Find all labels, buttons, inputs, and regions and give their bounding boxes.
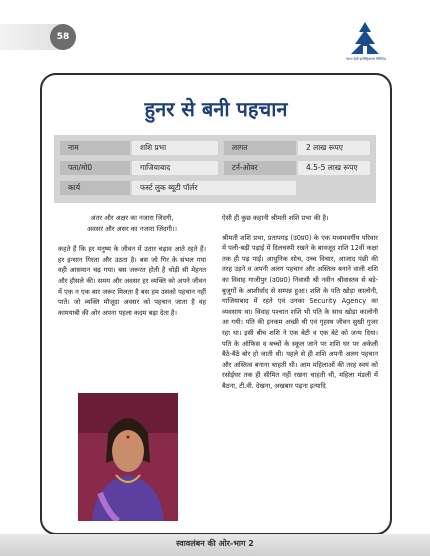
- cost-label: लागत: [224, 141, 296, 155]
- turnover-label: टर्न-ओवर: [224, 161, 296, 175]
- logo-caption: भारत हैवी इलेक्ट्रिकल्स लिमिटेड: [345, 57, 387, 61]
- left-column: [58, 213, 206, 318]
- place-value: गाजियाबाद: [132, 161, 218, 175]
- info-table: [54, 135, 376, 203]
- turnover-value: 4.5-5 लाख रूपए: [298, 161, 370, 175]
- story-frame: [40, 73, 392, 535]
- right-intro: ऐसी ही कुछ कहानी श्रीमती शशि प्रभा की है।: [222, 214, 329, 222]
- place-label: पता/मो0: [60, 161, 130, 175]
- poem: [58, 213, 206, 234]
- footer-text: स्वावलंबन की ओर-भाग 2: [176, 539, 254, 548]
- cost-value: 2 लाख रूपए: [298, 141, 370, 155]
- page-number: 58: [50, 24, 76, 50]
- right-column: [222, 213, 378, 401]
- work-value: फर्स्ट लुक ब्यूटी पॉर्लर: [132, 181, 296, 195]
- poem-line-2: अवसर और असर का नजारा जिंदगी।।: [87, 224, 177, 233]
- name-value: शशि प्रभा: [132, 141, 218, 155]
- right-paragraph: श्रीमती शशि प्रभा, प्रतापगढ़ (उ0प्र0) के एक मध्यमवर्गीय परिवार में पली-बढ़ी पढ़ाई में दिलचस्पी रखने के बावजूद शशि 12वीं कक्षा तक ही पढ़ पाईं। आधुनिक सोच, उच्च विचार, आजाद पंछी की तरह उड़ने व अपनी अलग पहचान और अस्तित्व बनाने वाली शशि का विवाह गाजीपुर (उ0प्र0) निवासी श्री नवीन श्रीवास्तव से बड़े-बुजुर्गों के आशीर्वाद से सम्पन्न हुआ। शशि के पति खोड़ा कालोनी, गाजियाबाद में रहते एवं उनका Security Agency का व्यवसाय था। विवाह पश्चात शशि भी पति के साथ खोड़ा कालोनी आ गयी। पति की इनकम अच्छी थी एवं गृहस्थ जीवन सुखी गुजर रहा था। इसी बीच शशि ने एक बेटी व एक बेटे को जन्म दिया। पति के ऑफिस व बच्चों के स्कूल जाने पर शशि घर पर अकेली बैठे-बैठे बोर हो जाती थी। पहले से ही शशि अपनी अलग पहचान और अस्तित्व बनाना चाहती थी। आम महिलाओं की तरह स्वयं को रसोईघर तक ही सीमित नहीं रखना चाहती थी, महिला मंडली में बैठना, टी.वी. देखना, अखबार पढ़ना इत्यादि: [222, 233, 378, 390]
- poem-line-1: अंतर और अक्षर का नजारा जिंदगी,: [90, 214, 174, 222]
- footer-bar: [0, 534, 430, 556]
- portrait-photo: [78, 393, 178, 521]
- work-label: कार्य: [60, 181, 130, 195]
- left-paragraph: कहते हैं कि हर मनुष्य के जीवन में उतार चढ़ाव आते रहते हैं। हर इन्सान गिरता और उठता है। बस जो गिर के संभल गया वही आसमान चढ़ गया। बस जरूरत होती है थोड़ी सी मेहनत और हौसले की। समय और अवसर हर व्यक्ति को अपने जीवन में एक न एक बार जरूर मिलता है बस हम उसको पहचान नहीं पाते। जो व्यक्ति मौजूदा अवसर को पहचान जाता है वह कामयाबी की ओर अपना पहला कदम बढ़ा देता है।: [58, 245, 206, 317]
- page-title: हुनर से बनी पहचान: [144, 97, 288, 121]
- name-label: नाम: [60, 141, 130, 155]
